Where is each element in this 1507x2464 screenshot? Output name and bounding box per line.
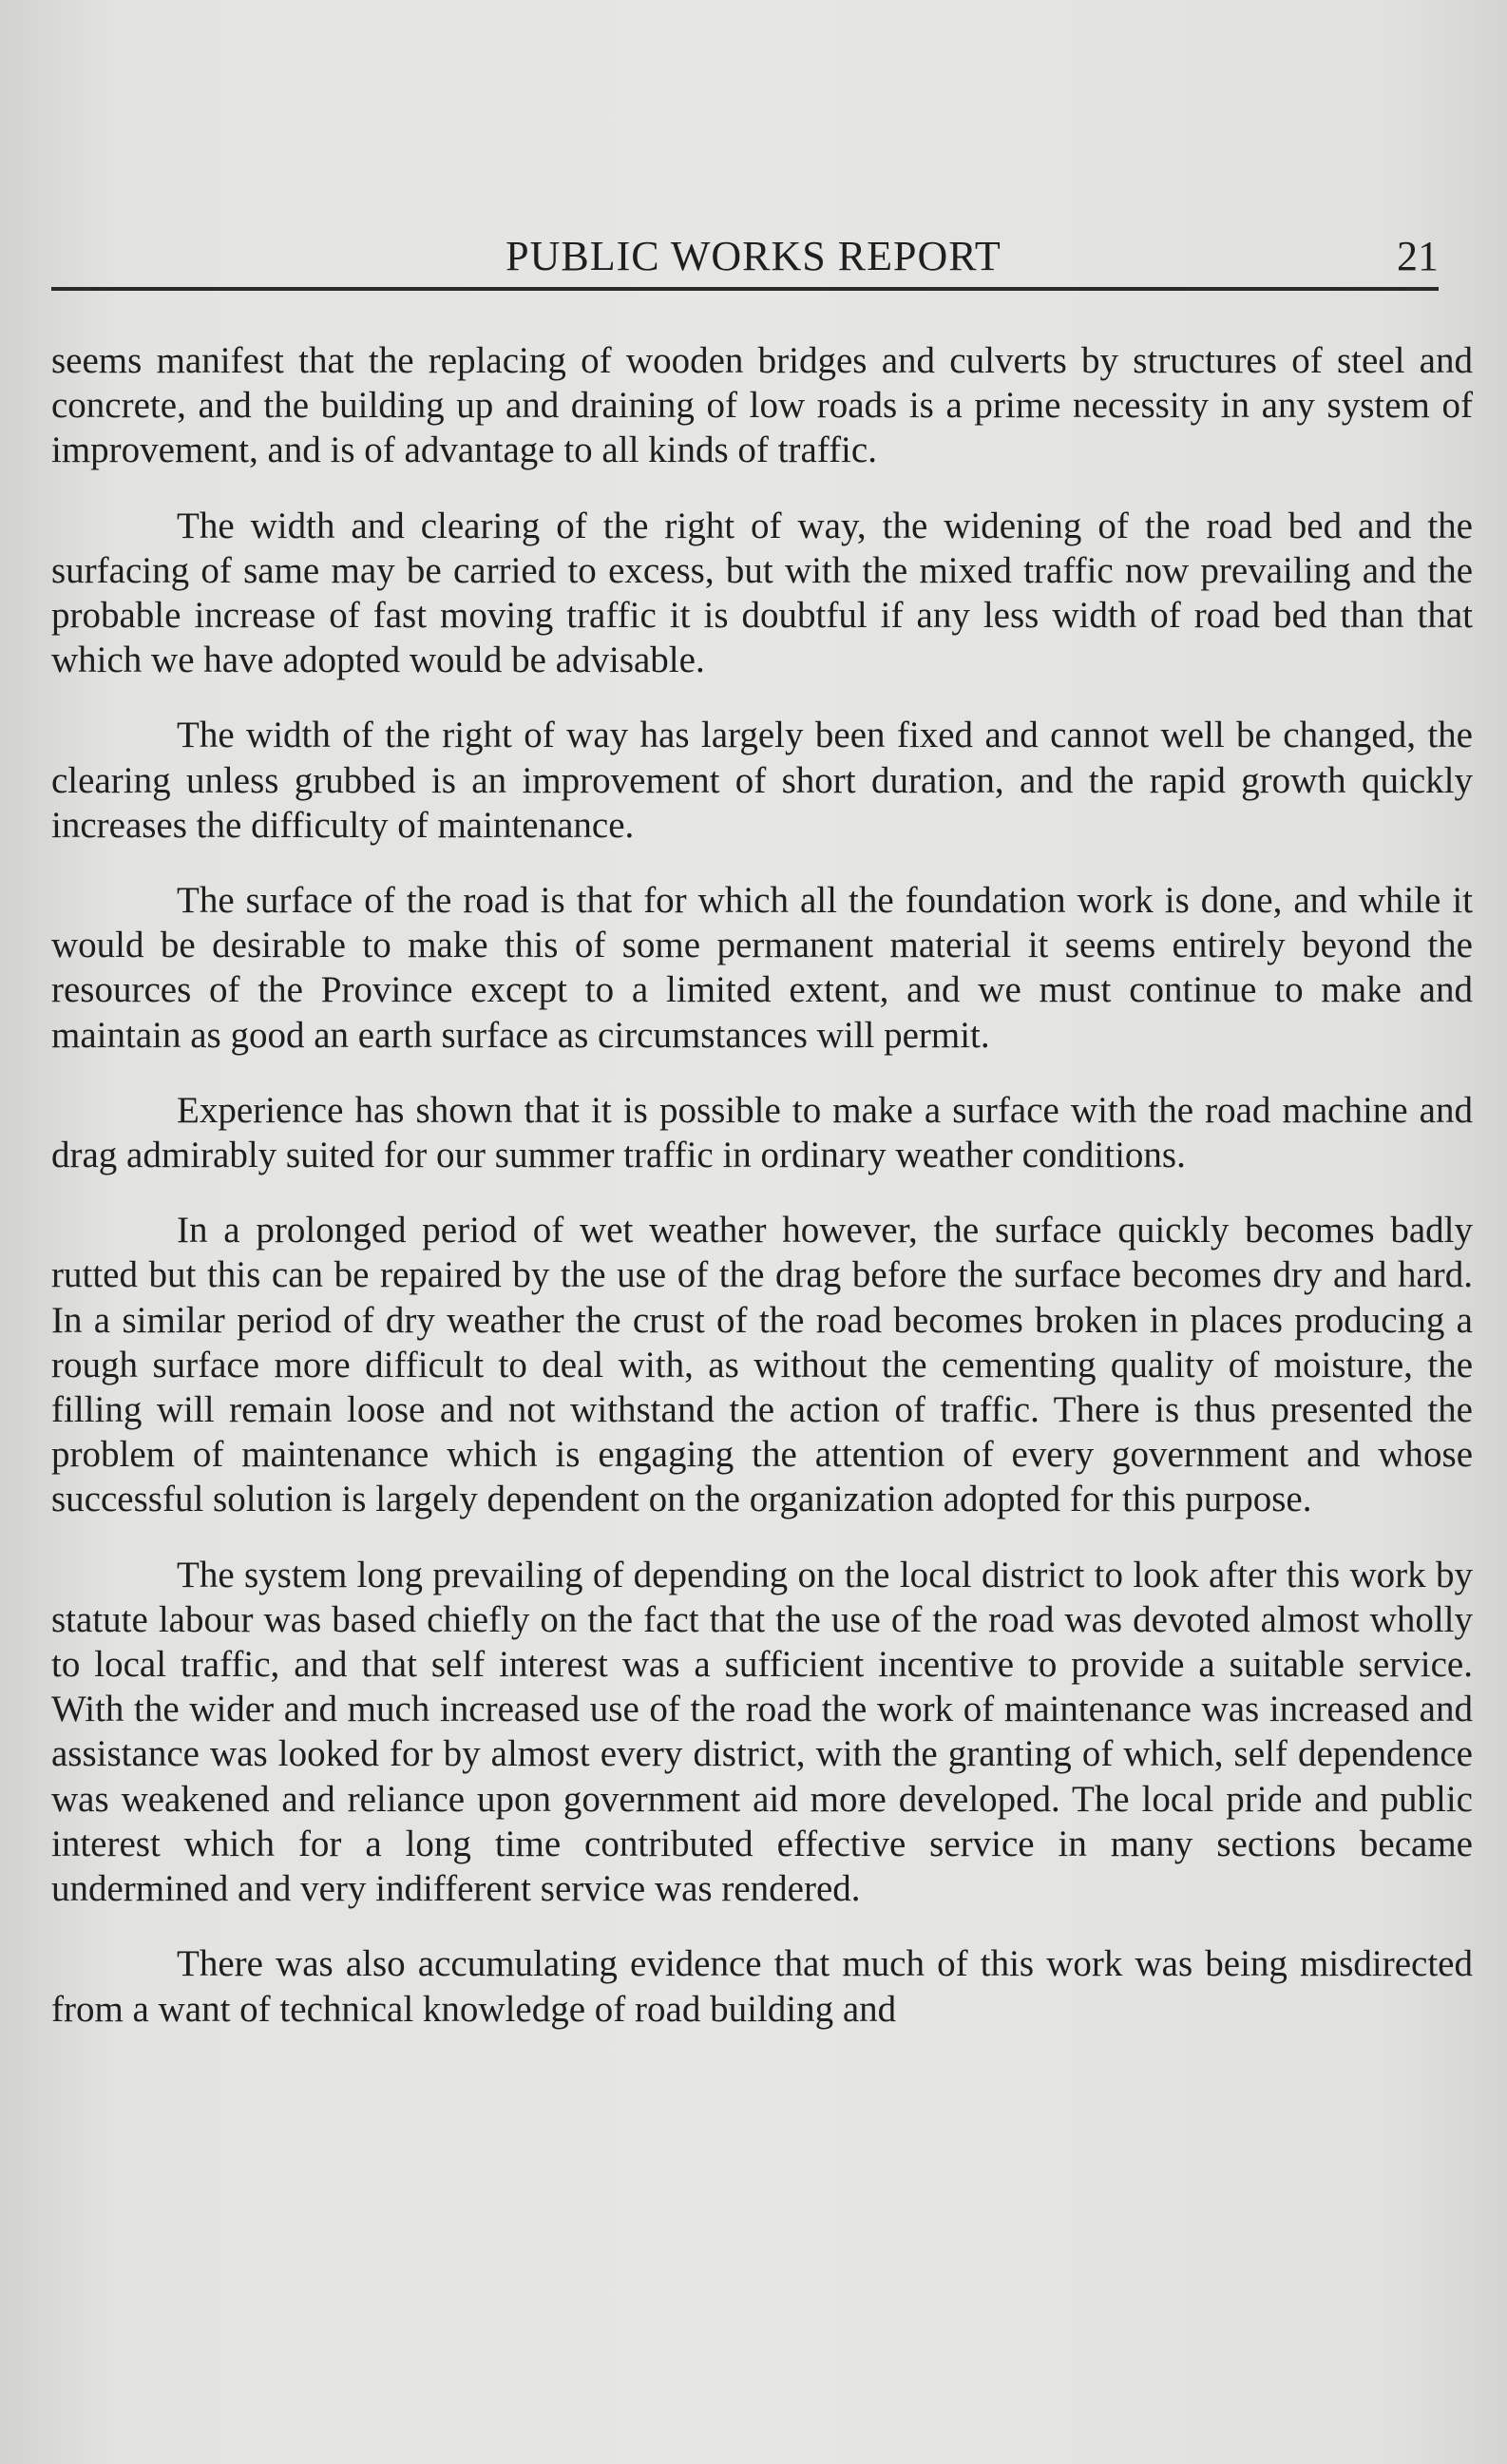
header-rule xyxy=(51,287,1439,291)
paragraph-continued: seems manifest that the replacing of wooden bridges and culverts by structures of steel and concrete, and the building up and draining of low roads is a prime necessity in any system of improvement, and is of advantage to all kinds of traffic. xyxy=(51,340,1473,471)
page-header xyxy=(38,228,1469,289)
paragraph: In a prolonged period of wet weather however, the surface quickly becomes badly rutted but this can be repaired by the use of the drag before the surface becomes dry and hard. In a similar period of dry weather the crust of the road becomes broken in places producing a rough surface more difficult to deal with, as without the cementing quality of moisture, the filling will remain loose and not withstand the action of traffic. There is thus presented the problem of maintenance which is engaging the attention of every government and whose successful solution is largely dependent on the organization adopted for this purpose. xyxy=(51,1210,1473,1520)
body-text xyxy=(51,338,1473,2062)
paragraph: The system long prevailing of depending on the local district to look after this work by statute labour was based chiefly on the fact that the use of the road was devoted almost wholly to local traffic, and that self interest was a sufficient incentive to provide a suitable service. With the wider and much increased use of the road the work of maintenance was increased and assistance was looked for by almost every district, with the granting of which, self dependence was weakened and reliance upon government aid more developed. The local pride and public interest which for a long time contributed effective service in many sections became undermined and very indifferent service was rendered. xyxy=(51,1554,1473,1910)
paragraph: The width of the right of way has largely been fixed and cannot well be changed, the clearing unless grubbed is an improvement of short duration, and the rapid growth quickly increases the difficulty of maintenance. xyxy=(51,715,1473,846)
paragraph: The width and clearing of the right of way, the widening of the road bed and the surfacing of same may be carried to excess, but with the mixed traffic now prevailing and the probable increase of fast moving traffic it is doubtful if any less width of road bed than that which we have adopted would be advisable. xyxy=(51,505,1473,681)
running-title: PUBLIC WORKS REPORT xyxy=(506,233,1001,279)
page-number: 21 xyxy=(1397,233,1439,279)
paragraph: There was also accumulating evidence that much of this work was being misdirected from a want of technical knowledge of road building and xyxy=(51,1943,1473,2030)
paragraph: Experience has shown that it is possible to make a surface with the road machine and drag admirably suited for our summer traffic in ordinary weather conditions. xyxy=(51,1089,1473,1176)
paragraph: The surface of the road is that for which all the foundation work is done, and while it would be desirable to make this of some permanent material it seems entirely beyond the resources of the Province except to a limited extent, and we must continue to make and maintain as good an earth surface as circumstances will permit. xyxy=(51,880,1473,1056)
